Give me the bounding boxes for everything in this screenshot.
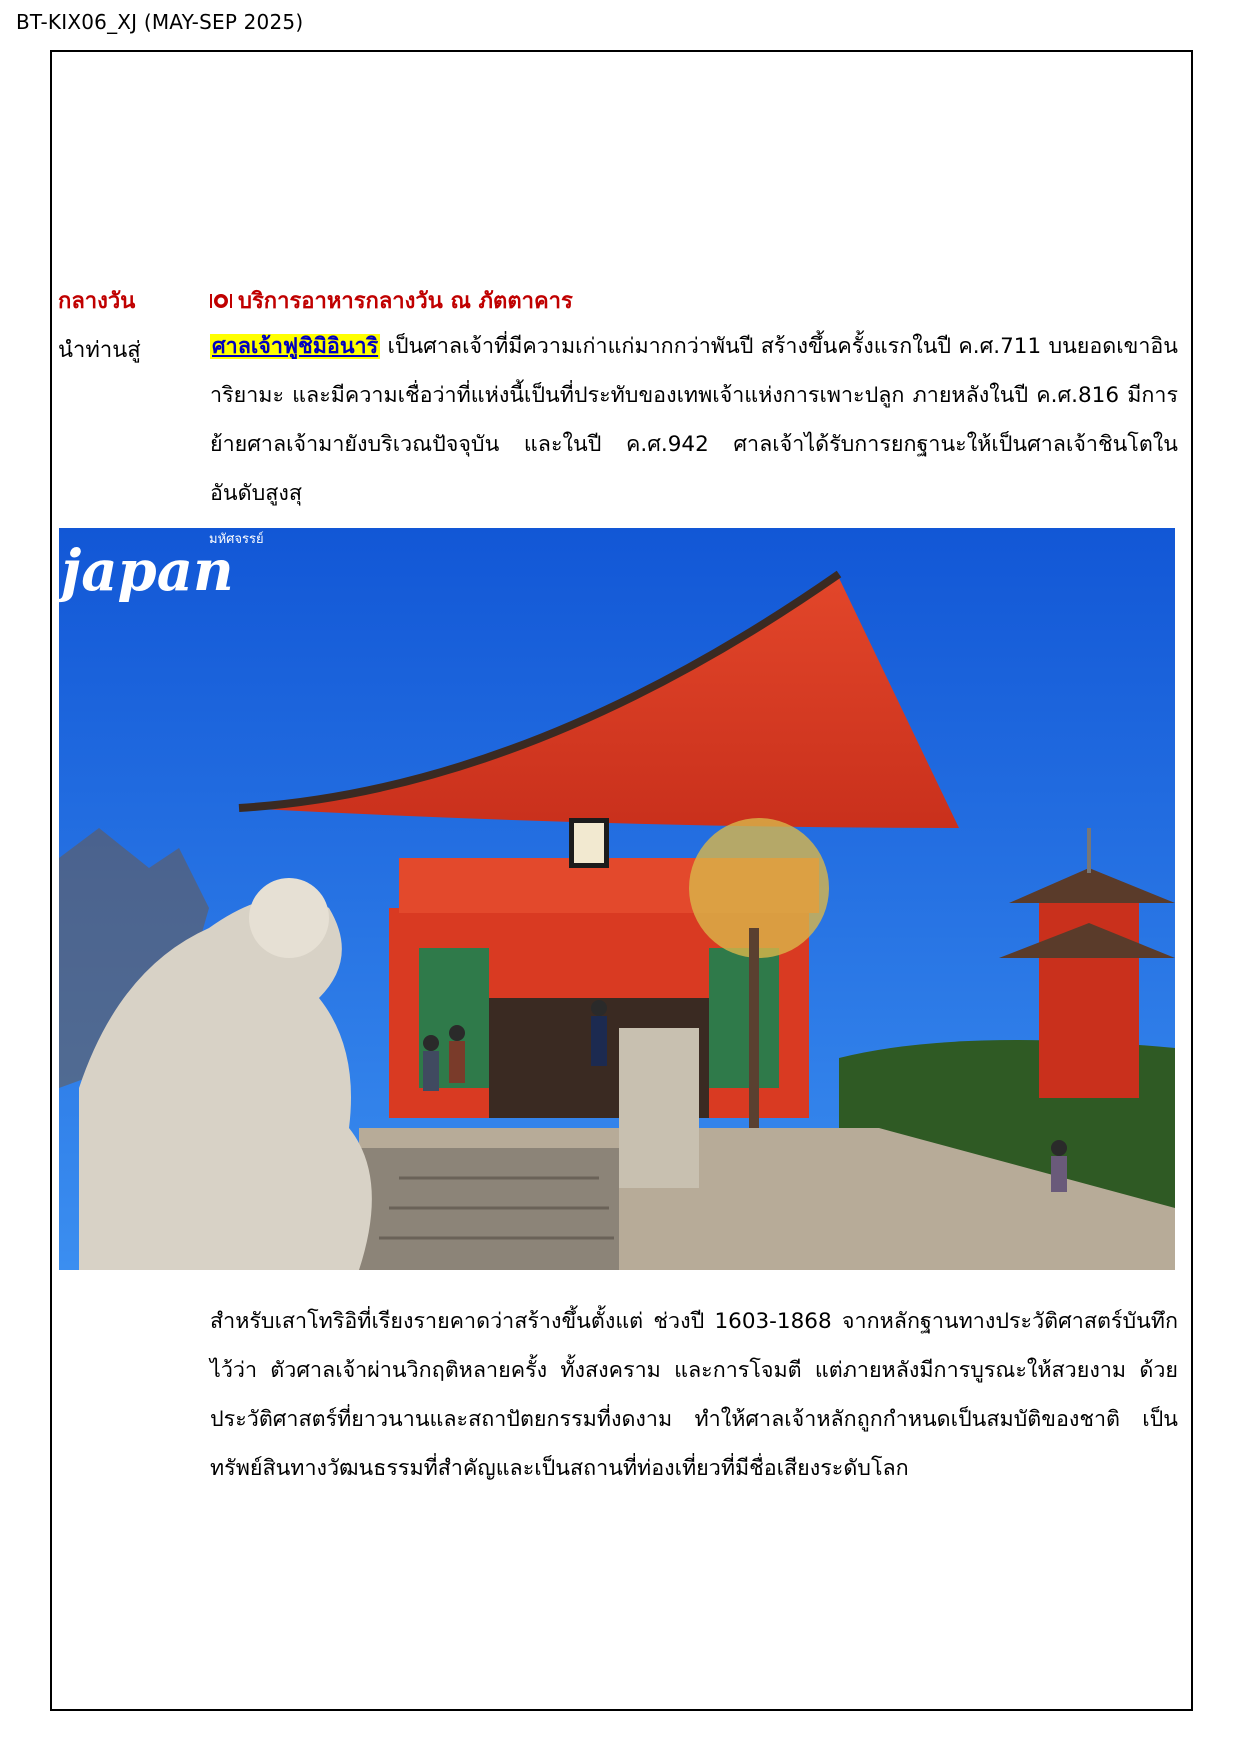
lunch-text: บริการอาหารกลางวัน ณ ภัตตาคาร [238,289,573,314]
visit-label: นำท่านสู่ [58,338,141,363]
place-name: ศาลเจ้าฟูชิมิอินาริ [212,334,379,359]
visit-paragraph [210,322,1178,518]
japan-logo: japan [61,538,234,604]
lunch-label: กลางวัน [58,289,136,314]
history-paragraph: สำหรับเสาโทริอิที่เรียงรายคาดว่าสร้างขึ้นตั้งแต่ ช่วงปี 1603-1868 จากหลักฐานทางประวัติศาสตร์บันทึกไว้ว่า ตัวศาลเจ้าผ่านวิกฤติหลายครั้ง ทั้งสงคราม และการโจมตี แต่ภายหลังมีการบูรณะให้สวยงาม ด้วยประวัติศาสตร์ที่ยาวนานและสถาปัตยกรรมที่งดงาม ทำให้ศาลเจ้าหลักถูกกำหนดเป็นสมบัติของชาติ เป็นทรัพย์สินทางวัฒนธรรมที่สำคัญและเป็นสถานที่ท่องเที่ยวที่มีชื่อเสียงระดับโลก [210,1309,1178,1481]
plate-icon [210,291,232,309]
document-code: BT-KIX06_XJ (MAY-SEP 2025) [16,10,304,34]
logo-small: มหัศจรรย์ [209,532,264,547]
visit-description: เป็นศาลเจ้าที่มีความเก่าแก่มากกว่าพันปี สร้างขึ้นครั้งแรกในปี ค.ศ.711 บนยอดเขาอินาริยามะ และมีความเชื่อว่าที่แห่งนี้เป็นที่ประทับของเทพเจ้าแห่งการเพาะปลูก ภายหลังในปี ค.ศ.816 มีการย้ายศาลเจ้ามายังบริเวณปัจจุบัน และในปี ค.ศ.942 ศาลเจ้าได้รับการยกฐานะให้เป็นศาลเจ้าชินโตในอันดับสูงสุ [210,334,1178,506]
temple-photo [59,528,1175,1270]
lunch-line [210,283,573,318]
